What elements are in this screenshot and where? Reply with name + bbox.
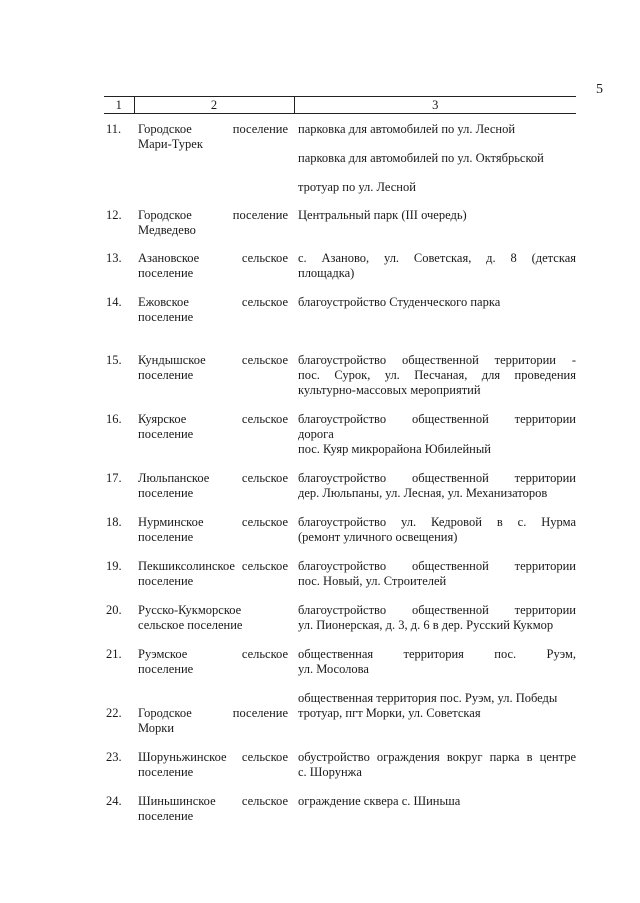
row-number: 13. [106,251,122,265]
project-description-line: общественная территория пос. Руэм, ул. Победы [298,691,558,705]
row-number: 23. [106,750,122,764]
settlement-name-word: сельское [241,471,288,485]
project-description-line: культурно-массовых мероприятий [298,383,481,397]
project-description [294,281,576,325]
settlement-name-line [138,750,288,765]
table-row [104,501,576,545]
project-description [294,238,576,281]
settlement-name-word: Шоруньжинское [138,750,227,764]
settlement-name-line: Морки [138,721,175,735]
row-number: 16. [106,412,122,426]
project-description-line: с. Азаново, ул. Советская, д. 8 (детская [298,251,576,265]
project-description-line: с. Шорунжа [298,765,362,779]
table-row [104,589,576,633]
project-description [294,736,576,780]
settlement-name [134,457,294,501]
project-description [294,501,576,545]
table-body [104,114,576,825]
row-number: 11. [106,122,122,136]
project-description [294,457,576,501]
settlement-name-word: Нурминское [138,515,204,529]
row-number: 14. [106,295,122,309]
project-description [294,780,576,824]
settlement-name-word: сельское [241,353,288,367]
settlement-name-word: сельское [241,794,288,808]
table-header-row [104,97,576,114]
settlement-name-word: Городское [138,122,192,136]
settlement-name-line [138,412,288,427]
settlement-name-word: сельское [241,412,288,426]
column-header-1: 1 [104,97,134,114]
settlement-name-word: Азановское [138,251,200,265]
project-description [294,589,576,633]
settlement-name-line [138,603,288,618]
project-description-line: (ремонт уличного освещения) [298,530,458,544]
settlement-name-word: Куярское [138,412,187,426]
settlement-name [134,633,294,706]
project-description-line: тротуар, пгт Морки, ул. Советская [298,706,481,720]
projects-table [104,96,576,824]
column-header-3: 3 [294,97,576,114]
settlement-name-line [138,515,288,530]
settlement-name-line: поселение [138,765,194,779]
project-description-line: благоустройство общественной территории [298,412,576,426]
row-number: 24. [106,794,122,808]
settlement-name [134,736,294,780]
settlement-name-line [138,471,288,486]
row-number: 17. [106,471,122,485]
project-description-line: пос. Куяр микрорайона Юбилейный [298,442,491,456]
settlement-name-word: Пекшиксолинское [138,559,235,573]
settlement-name-line [138,559,288,574]
settlement-name-line [138,122,288,137]
project-description-line: тротуар по ул. Лесной [298,180,416,194]
settlement-name-line: поселение [138,809,194,823]
project-description [294,114,576,196]
settlement-name-word: Русско-Кукморское [138,603,242,617]
settlement-name-word: сельское [241,559,288,573]
project-description-line: благоустройство общественной территории [298,471,576,485]
table-row [104,780,576,824]
table-row [104,325,576,398]
settlement-name-word: Ежовское [138,295,189,309]
row-number: 20. [106,603,122,617]
project-description [294,325,576,398]
row-number: 18. [106,515,122,529]
project-description-line: благоустройство общественной территории [298,559,576,573]
settlement-name-word: сельское [241,750,288,764]
settlement-name-word: Городское [138,208,192,222]
settlement-name-line: поселение [138,266,194,280]
settlement-name-line: поселение [138,662,194,676]
settlement-name [134,589,294,633]
project-description-line: дер. Люльпаны, ул. Лесная, ул. Механизаторов [298,486,548,500]
settlement-name-word: Городское [138,706,192,720]
settlement-name [134,195,294,238]
table-row [104,736,576,780]
row-number: 15. [106,353,122,367]
settlement-name-line: поселение [138,574,194,588]
project-description [294,398,576,457]
settlement-name-word: сельское [241,647,288,661]
settlement-name [134,780,294,824]
project-description [294,706,576,736]
row-number: 12. [106,208,122,222]
settlement-name-line: Медведево [138,223,196,237]
settlement-name-word: Шиньшинское [138,794,216,808]
settlement-name-line [138,251,288,266]
row-number: 21. [106,647,122,661]
settlement-name [134,238,294,281]
settlement-name-line [138,794,288,809]
settlement-name [134,501,294,545]
column-header-2: 2 [134,97,294,114]
project-description-line: дорога [298,427,334,441]
settlement-name-word: поселение [232,208,288,222]
settlement-name-word: сельское [241,295,288,309]
project-description-line: обустройство ограждения вокруг парка в центре [298,750,576,764]
table-row [104,633,576,706]
settlement-name-line: сельское поселение [138,618,243,632]
project-description [294,545,576,589]
project-description-line: парковка для автомобилей по ул. Октябрьской [298,151,544,165]
settlement-name [134,545,294,589]
project-description-line: пос. Сурок, ул. Песчаная, для проведения [298,368,576,382]
settlement-name-word: сельское [241,515,288,529]
settlement-name-line [138,295,288,310]
table-row [104,281,576,325]
settlement-name [134,325,294,398]
project-description-line: ул. Пионерская, д. 3, д. 6 в дер. Русский Кукмор [298,618,554,632]
project-description-line: благоустройство Студенческого парка [298,295,501,309]
table-row [104,457,576,501]
row-number: 19. [106,559,122,573]
settlement-name-word: поселение [232,706,288,720]
table-row [104,545,576,589]
settlement-name-word: Кундышское [138,353,206,367]
table-row [104,238,576,281]
settlement-name-line [138,647,288,662]
settlement-name [134,281,294,325]
project-description [294,195,576,238]
project-description-line: Центральный парк (III очередь) [298,208,467,222]
project-description-line: пос. Новый, ул. Строителей [298,574,447,588]
row-number: 22. [106,706,122,720]
project-description-line: благоустройство общественной территории [298,603,576,617]
settlement-name-line: Мари-Турек [138,137,203,151]
settlement-name-word: Люльпанское [138,471,210,485]
settlement-name [134,706,294,736]
table-row [104,195,576,238]
project-description-line: парковка для автомобилей по ул. Лесной [298,122,516,136]
project-description-line: ограждение сквера с. Шиньша [298,794,461,808]
settlement-name-word: поселение [232,122,288,136]
page-number: 5 [596,82,603,97]
settlement-name-word: сельское [241,251,288,265]
settlement-name-line: поселение [138,486,194,500]
project-description-line: ул. Мосолова [298,662,369,676]
settlement-name-line: поселение [138,530,194,544]
settlement-name-line [138,208,288,223]
settlement-name-line: поселение [138,310,194,324]
settlement-name-word: Руэмское [138,647,188,661]
settlement-name [134,114,294,196]
project-description [294,633,576,706]
settlement-name [134,398,294,457]
settlement-name-line: поселение [138,368,194,382]
settlement-name-line: поселение [138,427,194,441]
table-row [104,706,576,736]
project-description-line: благоустройство ул. Кедровой в с. Нурма [298,515,576,529]
settlement-name-line [138,353,288,368]
settlement-name-line [138,706,288,721]
project-description-line: благоустройство общественной территории - [298,353,576,367]
table-row [104,114,576,196]
project-description-line: общественная территория пос. Руэм, [298,647,576,661]
project-description-line: площадка) [298,266,355,280]
table-row [104,398,576,457]
